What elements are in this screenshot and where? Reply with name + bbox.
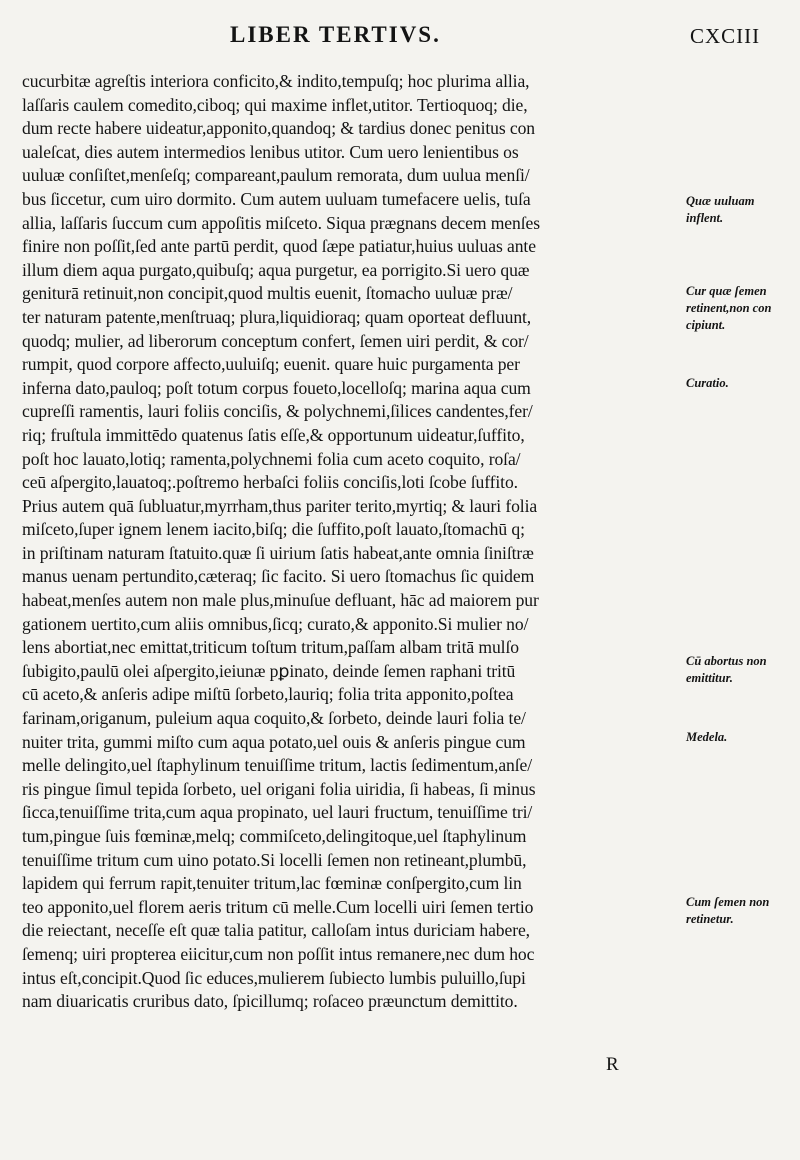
text-line: lens abortiat,nec emittat,triticum toſtum tritum,paſſam albam tritā mulſo <box>22 637 519 658</box>
text-line: in priſtinam naturam ſtatuito.quæ ſi uirium ſatis habeat,ante omnia ſiniſtræ <box>22 542 534 563</box>
margin-note-line: retinent,non con <box>686 301 772 315</box>
text-line: geniturā retinuit,non concipit,quod multis euenit, ſtomacho uuluæ præ/ <box>22 283 513 304</box>
text-line: cupreſſi ramentis, lauri foliis conciſis, & polychnemi,ſilices candentes,fer/ <box>22 401 533 422</box>
text-line: quodq; mulier, ad liberorum conceptum confert, ſemen uiri perdit, & cor/ <box>22 330 529 351</box>
text-line: ſubigito,paulū olei aſpergito,ieiunæ pꝑinato, deinde ſemen raphani tritū <box>22 660 516 681</box>
margin-note-medela <box>686 729 794 746</box>
margin-note-line: Quæ uuluam <box>686 194 755 208</box>
text-line: lapidem qui ferrum rapit,tenuiter tritum,lac fœminæ conſpergito,cum lin <box>22 873 522 894</box>
margin-note-line: Medela. <box>686 730 728 744</box>
margin-note-cur-quae-semen <box>686 283 794 334</box>
text-line: farinam,origanum, puleium aqua coquito,& ſorbeto, deinde lauri folia te/ <box>22 708 526 729</box>
signature-mark: R <box>606 1054 619 1075</box>
text-line: ter naturam patente,menſtruaq; plura,liquidioraq; quam oporteat defluunt, <box>22 306 532 327</box>
text-line: tenuiſſime tritum cum uino potato.Si locelli ſemen non retineant,plumbū, <box>22 849 527 870</box>
text-line: habeat,menſes autem non male plus,minuſue defluant, hāc ad maiorem pur <box>22 590 539 611</box>
text-line: nam diuaricatis cruribus dato, ſpicillumq; roſaceo præunctum demittito. <box>22 991 518 1012</box>
margin-note-line: emittitur. <box>686 671 733 685</box>
running-head <box>0 22 800 52</box>
margin-note-cum-semen <box>686 894 794 928</box>
text-line: Prius autem quā ſubluatur,myrrham,thus pariter terito,myrtiq; & lauri folia <box>22 495 538 516</box>
text-line: dum recte habere uideatur,apponito,quandoq; & tardius donec penitus con <box>22 118 536 139</box>
text-line: manus uenam pertundito,cæteraq; ſic facito. Si uero ſtomachus ſic quidem <box>22 566 535 587</box>
text-line: bus ſiccetur, cum uiro dormito. Cum autem uuluam tumefacere uelis, tuſa <box>22 188 531 209</box>
text-line: ualeſcat, dies autem intermedios lenibus utitor. Cum uero lenientibus os <box>22 141 519 162</box>
text-line: cucurbitæ agreſtis interiora conficito,& indito,tempuſq; hoc plurima allia, <box>22 71 530 91</box>
text-line: illum diem aqua purgato,quibuſq; aqua purgetur, ea porrigito.Si uero quæ <box>22 259 530 280</box>
margin-note-curatio <box>686 375 794 392</box>
margin-note-line: cipiunt. <box>686 318 726 332</box>
page-number: CXCIII <box>690 24 761 48</box>
text-line: allia, laſſaris ſuccum cum appoſitis miſceto. Siqua prægnans decem menſes <box>22 212 540 233</box>
body-text <box>22 70 682 1037</box>
text-line: intus eſt,concipit.Quod ſic educes,mulierem ſubiecto lumbis puluillo,ſupi <box>22 967 526 988</box>
margin-note-quae-uuluam <box>686 193 794 227</box>
margin-note-line: retinetur. <box>686 912 734 926</box>
text-line: poſt hoc lauato,lotiq; ramenta,polychnemi folia cum aceto coquito, roſa/ <box>22 448 521 469</box>
text-line: riq; fruſtula immittēdo quatenus ſatis eſſe,& opportunum uideatur,ſuffito, <box>22 424 525 445</box>
text-line: miſceto,ſuper ignem lenem iacito,biſq; die ſuffito,poſt lauato,ſtomachū q; <box>22 519 525 540</box>
text-line: ris pingue ſimul tepida ſorbeto, uel origani folia uiridia, ſi habeas, ſi minus <box>22 778 536 799</box>
text-line: gationem uertito,cum aliis omnibus,ſicq; curato,& apponito.Si mulier no/ <box>22 613 529 634</box>
margin-note-line: Curatio. <box>686 376 729 390</box>
margin-note-line: Cum ſemen non <box>686 895 770 909</box>
text-line: melle delingito,uel ſtaphylinum tenuiſſime tritum, lactis ſedimentum,anſe/ <box>22 755 533 776</box>
text-line: uuluæ conſiſtet,menſeſq; compareant,paulum remorata, dum uulua menſi/ <box>22 165 530 186</box>
margin-note-line: Cur quæ ſemen <box>686 284 767 298</box>
text-line: cū aceto,& anſeris adipe miſtū ſorbeto,lauriq; folia trita apponito,poſtea <box>22 684 514 705</box>
text-line <box>22 1014 682 1038</box>
text-line: nuiter trita, gummi miſto cum aqua potato,uel ouis & anſeris pingue cum <box>22 731 526 752</box>
text-line: tum,pingue ſuis fœminæ,melq; commiſceto,delingitoque,uel ſtaphylinum <box>22 826 527 846</box>
text-line: laſſaris caulem comedito,ciboq; qui maxime inflet,utitor. Tertioquoq; die, <box>22 94 528 115</box>
text-line: ceū aſpergito,lauatoq;.poſtremo herbaſci foliis conciſis,loti ſcobe ſuffito. <box>22 472 518 493</box>
text-line: die reiectant, neceſſe eſt quæ talia patitur, calloſam intus duriciam habere, <box>22 920 530 941</box>
running-title: LIBER TERTIVS. <box>230 22 441 47</box>
text-line: rumpit, quod corpore affecto,uuluiſq; euenit. quare huic purgamenta per <box>22 354 520 375</box>
text-line: ſicca,tenuiſſime trita,cum aqua propinato, uel lauri fructum, tenuiſſime tri/ <box>22 802 533 823</box>
margin-note-cu-abortus <box>686 653 794 687</box>
margin-note-line: Cū abortus non <box>686 654 767 668</box>
text-line: teo apponito,uel florem aeris tritum cū melle.Cum locelli uiri ſemen tertio <box>22 896 534 917</box>
text-line: ſemenq; uiri propterea eiicitur,cum non poſſit intus remanere,nec dum hoc <box>22 943 535 964</box>
text-line: inferna dato,pauloq; poſt totum corpus foueto,locelloſq; marina aqua cum <box>22 377 531 398</box>
margin-note-line: inflent. <box>686 211 724 225</box>
text-line: finire non poſſit,ſed ante partū perdit, quod ſæpe patiatur,huius uuluas ante <box>22 236 536 257</box>
